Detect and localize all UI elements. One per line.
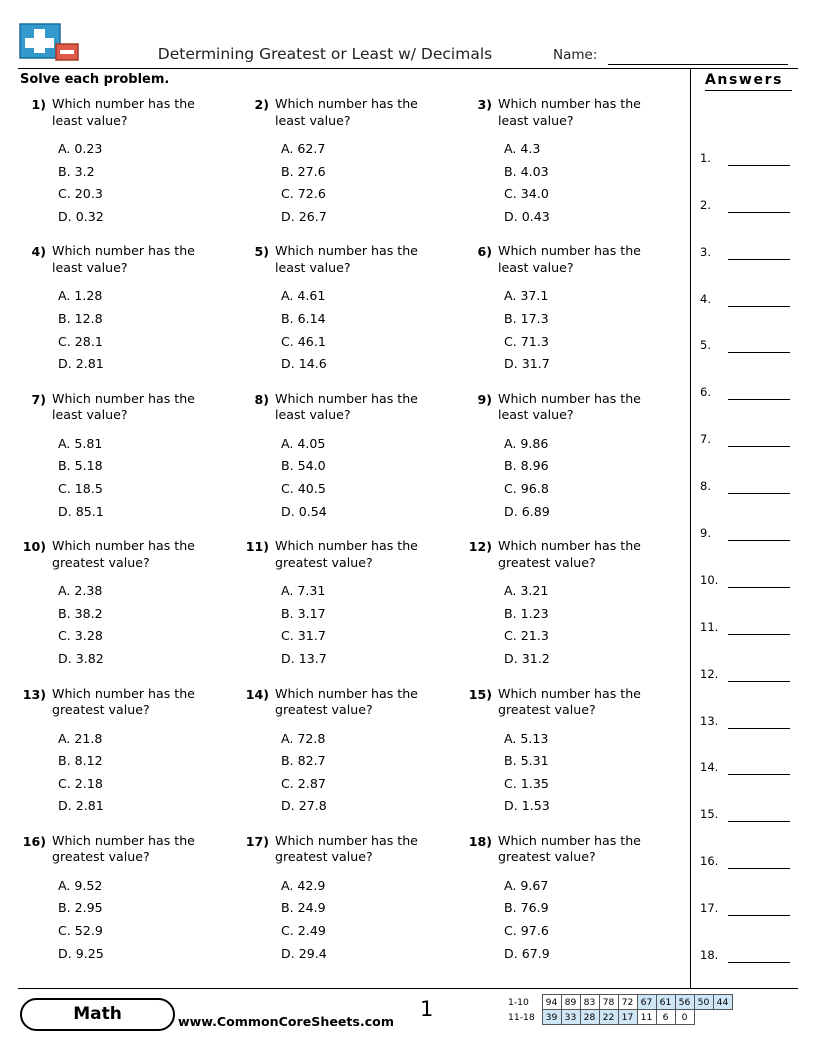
answer-blank[interactable]: [728, 962, 790, 963]
answer-number: 12.: [700, 666, 719, 681]
problem-question: Which number has the greatest value?: [52, 685, 195, 717]
choice-list: [275, 138, 464, 228]
choice-option[interactable]: C. 97.6: [504, 923, 549, 939]
choice-option[interactable]: C. 20.3: [58, 186, 103, 202]
choice-option[interactable]: B. 5.18: [58, 458, 103, 474]
plus-minus-logo-icon: [18, 22, 82, 64]
choice-option[interactable]: A. 9.52: [58, 877, 103, 893]
choice-option[interactable]: B. 17.3: [504, 310, 549, 326]
score-key-cell: 28: [580, 1010, 599, 1025]
page-title: Determining Greatest or Least w/ Decimals: [157, 45, 493, 63]
choice-list: [275, 433, 464, 523]
choice-option[interactable]: A. 62.7: [281, 141, 326, 156]
answer-number: 18.: [700, 948, 719, 963]
problem-item: [464, 833, 687, 980]
choice-option[interactable]: D. 67.9: [504, 945, 550, 961]
answer-blank[interactable]: [728, 587, 790, 588]
choice-option[interactable]: A. 4.3: [504, 141, 541, 156]
answer-number: 17.: [700, 901, 719, 916]
answer-slot: [700, 917, 800, 964]
answer-slot: [700, 823, 800, 870]
choice-list: [498, 875, 687, 965]
problem-item: [464, 391, 687, 538]
choice-option[interactable]: B. 24.9: [281, 900, 326, 916]
score-key-row-label: 11-18: [508, 1011, 535, 1023]
score-key-cell: 89: [561, 995, 580, 1010]
choice-option[interactable]: A. 72.8: [281, 730, 326, 746]
choice-option[interactable]: C. 72.6: [281, 186, 326, 202]
answer-slot: [700, 495, 800, 542]
page-number: 1: [420, 997, 434, 1021]
choice-list: [52, 138, 241, 228]
score-key-cell: 22: [599, 1010, 618, 1025]
choice-option[interactable]: B. 54.0: [281, 458, 326, 474]
choice-option[interactable]: A. 4.61: [281, 288, 326, 304]
problem-question: Which number has the least value?: [52, 390, 195, 423]
choice-option[interactable]: C. 52.9: [58, 923, 103, 939]
choice-option[interactable]: B. 76.9: [504, 900, 549, 916]
problem-question: Which number has the least value?: [498, 96, 641, 128]
problem-number: 4): [31, 244, 46, 260]
problem-number: 3): [477, 97, 492, 112]
score-key-cell: 17: [618, 1010, 637, 1025]
score-key-cell: 50: [694, 995, 713, 1010]
choice-option[interactable]: C. 46.1: [281, 333, 326, 349]
choice-list: [275, 580, 464, 670]
score-key-cell: 61: [656, 995, 675, 1010]
answer-number: 11.: [700, 619, 719, 634]
answer-slot: [700, 261, 800, 308]
choice-option[interactable]: D. 85.1: [58, 503, 104, 519]
answer-slot: [700, 730, 800, 777]
answer-number: 1.: [700, 150, 711, 165]
problem-question: Which number has the greatest value?: [498, 685, 641, 717]
score-key-cell: 39: [542, 1010, 561, 1025]
choice-option[interactable]: A. 0.23: [58, 141, 103, 156]
answer-number: 13.: [700, 713, 719, 728]
answer-blank[interactable]: [728, 352, 790, 353]
problem-item: [18, 391, 241, 538]
problem-number: 15): [468, 686, 492, 702]
problem-question: Which number has the greatest value?: [275, 538, 418, 570]
problem-item: [18, 538, 241, 685]
problem-number: 11): [245, 539, 269, 555]
problem-number: 5): [254, 244, 269, 260]
choice-option[interactable]: D. 0.32: [58, 208, 104, 224]
problem-item: [241, 833, 464, 980]
problem-number: 16): [22, 833, 46, 849]
page-header: [0, 0, 816, 64]
choice-option[interactable]: B. 82.7: [281, 753, 326, 769]
choice-list: [275, 285, 464, 375]
problem-number: 1): [31, 97, 46, 112]
choice-option[interactable]: B. 1.23: [504, 605, 549, 621]
problem-item: [241, 391, 464, 538]
subject-badge: Math: [20, 998, 175, 1031]
problem-item: [464, 96, 687, 243]
answers-heading: Answers: [705, 72, 792, 91]
choice-option[interactable]: B. 3.2: [58, 163, 95, 179]
answer-blank[interactable]: [728, 868, 790, 869]
answer-number: 6.: [700, 385, 711, 400]
answer-blank[interactable]: [728, 446, 790, 447]
answer-blank[interactable]: [728, 634, 790, 635]
problem-question: Which number has the least value?: [275, 96, 418, 128]
problem-question: Which number has the least value?: [52, 96, 195, 128]
answer-number: 8.: [700, 479, 711, 494]
answer-blank[interactable]: [728, 306, 790, 307]
answer-number: 15.: [700, 807, 719, 822]
score-key-cell: 6: [656, 1010, 675, 1025]
choice-option[interactable]: B. 6.14: [281, 310, 326, 326]
problem-question: Which number has the greatest value?: [52, 832, 195, 865]
score-key-row: [508, 1010, 732, 1025]
problem-item: [241, 243, 464, 390]
name-input-line[interactable]: [608, 64, 788, 65]
answer-blank[interactable]: [728, 212, 790, 213]
choice-option[interactable]: B. 8.12: [58, 753, 103, 769]
problem-item: [464, 538, 687, 685]
answer-number: 3.: [700, 244, 711, 259]
choice-option[interactable]: B. 5.31: [504, 753, 549, 769]
problem-number: 9): [477, 391, 492, 407]
problem-question: Which number has the least value?: [275, 243, 418, 275]
choice-list: [52, 580, 241, 670]
answer-number: 14.: [700, 760, 719, 775]
choice-option[interactable]: C. 3.28: [58, 628, 103, 644]
answer-slot: [700, 448, 800, 495]
choice-option[interactable]: C. 21.3: [504, 628, 549, 644]
answer-blank[interactable]: [728, 774, 790, 775]
choice-option[interactable]: D. 2.81: [58, 356, 104, 372]
problem-item: [18, 243, 241, 390]
problem-question: Which number has the least value?: [275, 390, 418, 423]
website-label: www.CommonCoreSheets.com: [178, 1014, 394, 1029]
score-key-row: [508, 995, 732, 1010]
problem-question: Which number has the greatest value?: [498, 832, 641, 865]
problem-item: [241, 538, 464, 685]
choice-list: [498, 138, 687, 228]
problem-item: [241, 686, 464, 833]
answer-number: 16.: [700, 854, 719, 869]
choice-option[interactable]: D. 6.89: [504, 503, 550, 519]
choice-option[interactable]: D. 1.53: [504, 798, 550, 814]
choice-option[interactable]: A. 7.31: [281, 583, 326, 599]
problem-item: [18, 96, 241, 243]
choice-option[interactable]: C. 2.18: [58, 775, 103, 791]
problem-row: [18, 96, 688, 243]
answer-slot: [700, 401, 800, 448]
choice-option[interactable]: A. 5.81: [58, 435, 103, 451]
answer-slot: [700, 776, 800, 823]
score-key-cell: 83: [580, 995, 599, 1010]
problem-question: Which number has the greatest value?: [498, 538, 641, 570]
choice-option[interactable]: A. 21.8: [58, 730, 103, 746]
problem-number: 13): [22, 686, 46, 702]
choice-option[interactable]: C. 71.3: [504, 333, 549, 349]
choice-option[interactable]: B. 2.95: [58, 900, 103, 916]
choice-option[interactable]: D. 9.25: [58, 945, 104, 961]
choice-list: [498, 433, 687, 523]
choice-option[interactable]: C. 1.35: [504, 775, 549, 791]
score-key-cell: 44: [713, 995, 732, 1010]
choice-option[interactable]: B. 27.6: [281, 163, 326, 179]
choice-option[interactable]: C. 2.49: [281, 923, 326, 939]
choice-option[interactable]: C. 96.8: [504, 480, 549, 496]
problem-question: Which number has the greatest value?: [275, 685, 418, 717]
answer-slot: [700, 120, 800, 167]
problem-item: [18, 833, 241, 980]
choice-list: [275, 875, 464, 965]
answers-divider: [690, 68, 691, 988]
choice-option[interactable]: A. 1.28: [58, 288, 103, 304]
answer-number: 4.: [700, 291, 711, 306]
problem-item: [464, 243, 687, 390]
problem-row: [18, 538, 688, 685]
problem-number: 18): [468, 833, 492, 849]
score-key-cell: 94: [542, 995, 561, 1010]
choice-option[interactable]: D. 27.8: [281, 798, 327, 814]
choice-option[interactable]: B. 12.8: [58, 310, 103, 326]
answer-number: 9.: [700, 526, 711, 541]
problem-number: 14): [245, 686, 269, 702]
choice-option[interactable]: B. 8.96: [504, 458, 549, 474]
choice-option[interactable]: D. 31.7: [504, 356, 550, 372]
answer-slot: [700, 308, 800, 355]
choice-option[interactable]: A. 2.38: [58, 583, 103, 599]
answer-blank[interactable]: [728, 259, 790, 260]
answer-number: 5.: [700, 338, 711, 353]
problem-question: Which number has the least value?: [498, 243, 641, 275]
answer-slot: [700, 354, 800, 401]
problem-item: [18, 686, 241, 833]
choice-option[interactable]: D. 3.82: [58, 650, 104, 666]
choice-list: [52, 875, 241, 965]
choice-option[interactable]: D. 31.2: [504, 650, 550, 666]
choice-list: [52, 728, 241, 818]
answer-number: 2.: [700, 197, 711, 212]
name-label: Name:: [553, 47, 598, 63]
answer-slot: [700, 542, 800, 589]
score-key-cell: 67: [637, 995, 656, 1010]
problem-row: [18, 686, 688, 833]
problem-number: 6): [477, 244, 492, 260]
choice-option[interactable]: A. 9.86: [504, 435, 549, 451]
choice-option[interactable]: A. 42.9: [281, 877, 326, 893]
problem-item: [464, 686, 687, 833]
choice-list: [498, 728, 687, 818]
choice-option[interactable]: B. 4.03: [504, 163, 549, 179]
answer-slot: [700, 589, 800, 636]
answer-blank[interactable]: [728, 821, 790, 822]
choice-list: [52, 285, 241, 375]
answer-slot: [700, 214, 800, 261]
problem-number: 12): [468, 539, 492, 555]
choice-option[interactable]: D. 0.43: [504, 208, 550, 224]
score-key-row-label: 1-10: [508, 996, 529, 1008]
problem-item: [241, 96, 464, 243]
choice-option[interactable]: D. 2.81: [58, 798, 104, 814]
choice-list: [275, 728, 464, 818]
answer-slot: [700, 167, 800, 214]
problems-grid: [18, 96, 688, 980]
choice-option[interactable]: C. 18.5: [58, 480, 103, 496]
answer-number: 10.: [700, 572, 719, 587]
problem-question: Which number has the greatest value?: [275, 832, 418, 865]
choice-option[interactable]: A. 4.05: [281, 435, 326, 451]
instructions: Solve each problem.: [20, 72, 170, 87]
answer-number: 7.: [700, 432, 711, 447]
choice-option[interactable]: A. 37.1: [504, 288, 549, 304]
problem-row: [18, 833, 688, 980]
answer-blank[interactable]: [728, 165, 790, 166]
answer-slot: [700, 870, 800, 917]
score-key-cell: 11: [637, 1010, 656, 1025]
choice-option[interactable]: C. 2.87: [281, 775, 326, 791]
problem-question: Which number has the least value?: [498, 390, 641, 423]
answer-slot: [700, 683, 800, 730]
choice-option[interactable]: D. 0.54: [281, 503, 327, 519]
problem-number: 2): [254, 97, 269, 112]
footer-divider: [18, 988, 798, 989]
answer-blank[interactable]: [728, 728, 790, 729]
score-key-table: [508, 994, 733, 1025]
choice-option[interactable]: D. 14.6: [281, 356, 327, 372]
score-key-cell: 33: [561, 1010, 580, 1025]
choice-option[interactable]: D. 13.7: [281, 650, 327, 666]
problem-row: [18, 243, 688, 390]
header-divider: [18, 68, 798, 69]
choice-list: [498, 285, 687, 375]
answer-blank[interactable]: [728, 493, 790, 494]
answers-list: [700, 120, 800, 964]
answer-blank[interactable]: [728, 681, 790, 682]
choice-list: [498, 580, 687, 670]
problem-number: 10): [22, 539, 46, 555]
score-key-cell: 56: [675, 995, 694, 1010]
problem-question: Which number has the least value?: [52, 243, 195, 275]
problem-number: 17): [245, 833, 269, 849]
choice-option[interactable]: B. 38.2: [58, 605, 103, 621]
problem-number: 7): [31, 391, 46, 407]
choice-option[interactable]: C. 40.5: [281, 480, 326, 496]
choice-list: [52, 433, 241, 523]
choice-option[interactable]: D. 26.7: [281, 208, 327, 224]
answer-slot: [700, 636, 800, 683]
choice-option[interactable]: C. 28.1: [58, 333, 103, 349]
problem-question: Which number has the greatest value?: [52, 538, 195, 570]
choice-option[interactable]: C. 34.0: [504, 186, 549, 202]
problem-number: 8): [254, 391, 269, 407]
answer-blank[interactable]: [728, 915, 790, 916]
choice-option[interactable]: A. 3.21: [504, 583, 549, 599]
choice-option[interactable]: A. 5.13: [504, 730, 549, 746]
choice-option[interactable]: B. 3.17: [281, 605, 326, 621]
score-key-cell: 0: [675, 1010, 694, 1025]
choice-option[interactable]: A. 9.67: [504, 877, 549, 893]
score-key-cell: 78: [599, 995, 618, 1010]
score-key-cell: 72: [618, 995, 637, 1010]
answer-blank[interactable]: [728, 540, 790, 541]
answer-blank[interactable]: [728, 399, 790, 400]
choice-option[interactable]: D. 29.4: [281, 945, 327, 961]
problem-row: [18, 391, 688, 538]
choice-option[interactable]: C. 31.7: [281, 628, 326, 644]
